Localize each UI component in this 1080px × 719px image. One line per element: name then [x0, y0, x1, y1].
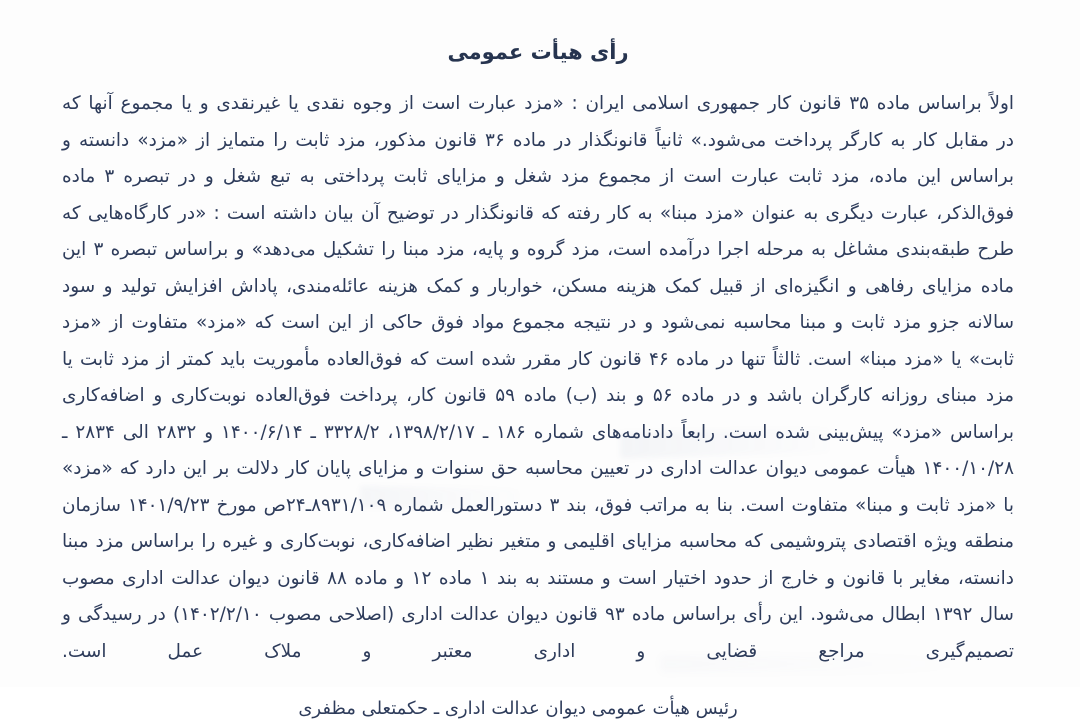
page-title: رأی هیأت عمومی — [447, 40, 629, 64]
document-body — [62, 86, 1014, 670]
signature-line: رئیس هیأت عمومی دیوان عدالت اداری ـ حکمتعلی مظفری — [298, 698, 738, 719]
ruling-paragraph: اولاً براساس ماده ۳۵ قانون کار جمهوری اسلامی ایران : «مزد عبارت است از وجوه نقدی یا غیرنقدی و یا مجموع آنها که در مقابل کار به کارگر پرداخت می‌شود.» ثانیاً قانونگذار در ماده ۳۶ قانون مذکور، مزد ثابت را متمایز از «مزد» دانسته و براساس این ماده، مزد ثابت عبارت است از مجموع مزد شغل و مزایای ثابت پرداختی به تبع شغل و در تبصره ۳ ماده فوق‌الذکر، عبارت دیگری به عنوان «مزد مبنا» به کار رفته که قانونگذار در توضیح آن بیان داشته است : «در کارگاه‌هایی که طرح طبقه‌بندی مشاغل به مرحله اجرا درآمده است، مزد گروه و پایه، مزد مبنا را تشکیل می‌دهد» و براساس تبصره ۳ این ماده مزایای رفاهی و انگیزه‌ای از قبیل کمک هزینه مسکن، خواربار و کمک هزینه عائله‌مندی، پاداش افزایش تولید و سود سالانه جزو مزد ثابت و مبنا محاسبه نمی‌شود و در نتیجه مجموع مواد فوق حاکی از این است که «مزد» متفاوت از «مزد ثابت» یا «مزد مبنا» است. ثالثاً تنها در ماده ۴۶ قانون کار مقرر شده است که فوق‌العاده مأموریت باید کمتر از مزد ثابت یا مزد مبنای روزانه کارگران باشد و در ماده ۵۶ و بند (ب) ماده ۵۹ قانون کار، پرداخت فوق‌العاده نوبت‌کاری و اضافه‌کاری براساس «مزد» پیش‌بینی شده است. رابعاً دادنامه‌های شماره ۱۸۶ ـ ۱۳۹۸/۲/۱۷، ۳۳۲۸/۲ ـ ۱۴۰۰/۶/۱۴ و ۲۸۳۲ الی ۲۸۳۴ ـ ۱۴۰۰/۱۰/۲۸ هیأت عمومی دیوان عدالت اداری در تعیین محاسبه حق سنوات و مزایای پایان کار دلالت بر این دارد که «مزد» با «مزد ثابت و مبنا» متفاوت است. بنا به مراتب فوق، بند ۳ دستورالعمل شماره ۸۹۳۱/۱۰۹ـ۲۴ص مورخ ۱۴۰۱/۹/۲۳ سازمان منطقه ویژه اقتصادی پتروشیمی که محاسبه مزایای اقلیمی و متغیر نظیر اضافه‌کاری، نوبت‌کاری و غیره را براساس مزد مبنا دانسته، مغایر با قانون و خارج از حدود اختیار است و مستند به بند ۱ ماده ۱۲ و ماده ۸۸ قانون دیوان عدالت اداری مصوب سال ۱۳۹۲ ابطال می‌شود. این رأی براساس ماده ۹۳ قانون دیوان عدالت اداری (اصلاحی مصوب ۱۴۰۲/۲/۱۰) در رسیدگی و تصمیم‌گیری مراجع قضایی و اداری معتبر و ملاک عمل است. — [62, 93, 1015, 662]
